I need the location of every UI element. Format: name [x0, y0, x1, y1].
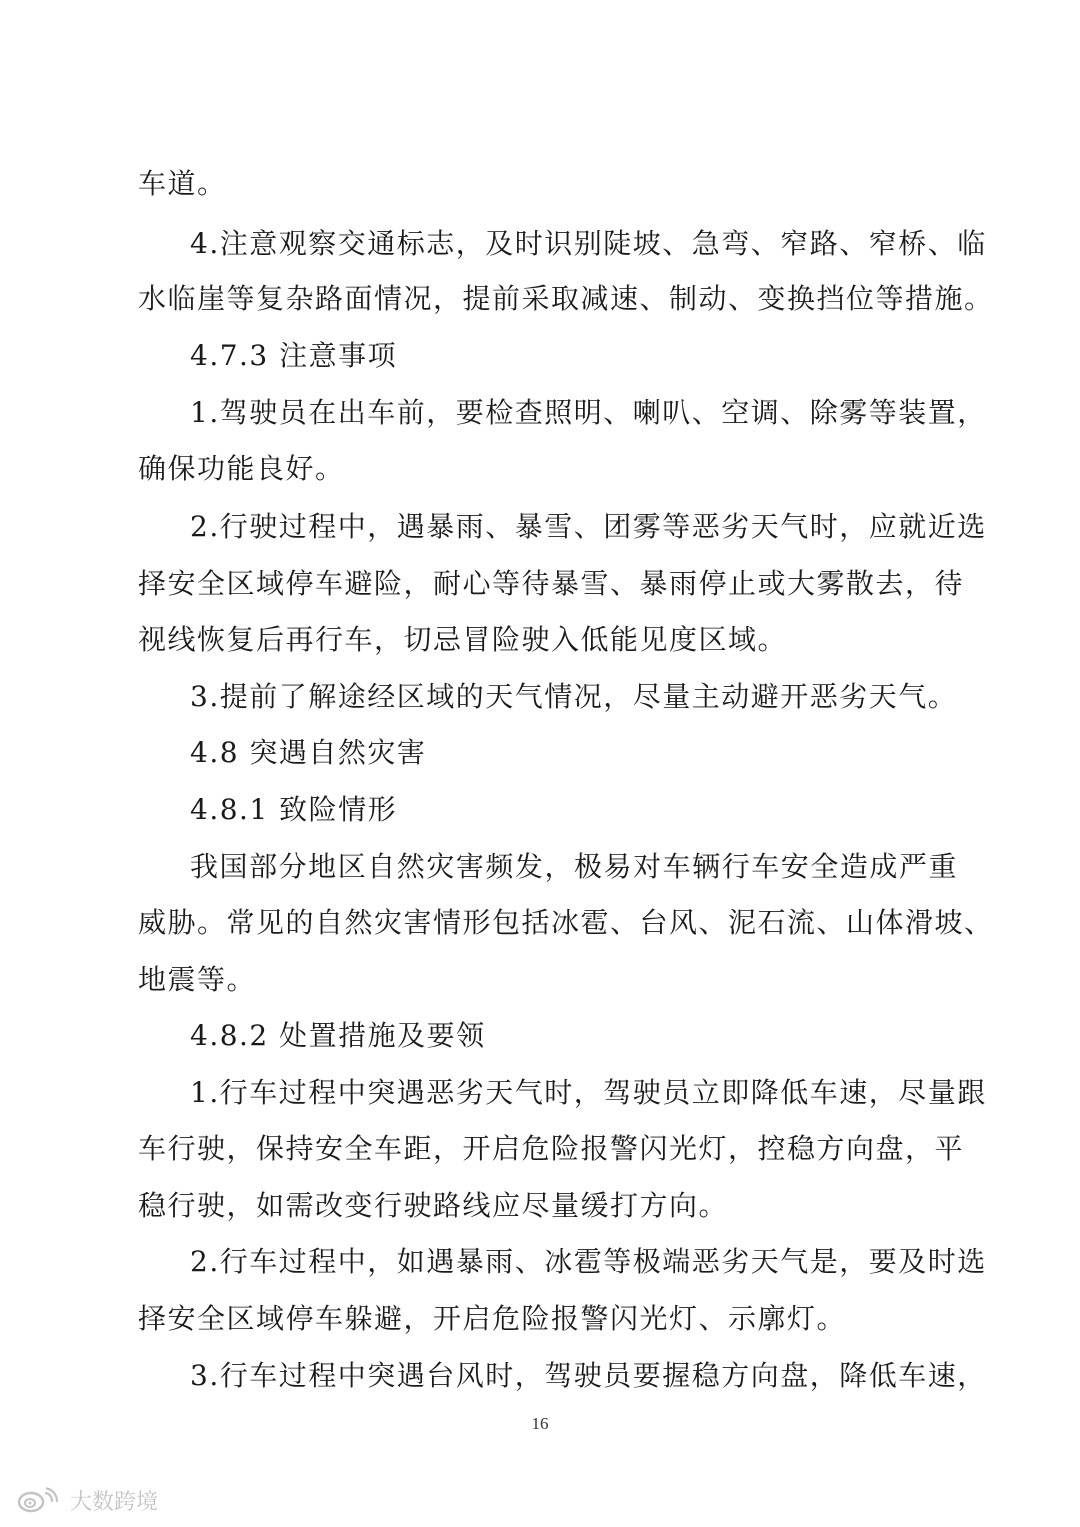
text-line: 4.注意观察交通标志，及时识别陡坡、急弯、窄路、窄桥、临	[190, 227, 987, 260]
watermark	[16, 1485, 158, 1515]
section-heading: 4.8.1 致险情形	[190, 793, 398, 826]
text-line: 2.行车过程中，如遇暴雨、冰雹等极端恶劣天气是，要及时选	[190, 1245, 987, 1278]
section-heading: 4.7.3 注意事项	[190, 339, 398, 372]
text-line: 车道。	[138, 167, 227, 200]
text-line: 车行驶，保持安全车距，开启危险报警闪光灯，控稳方向盘，平	[138, 1132, 965, 1165]
text-line: 择安全区域停车避险，耐心等待暴雪、暴雨停止或大雾散去，待	[138, 567, 965, 600]
section-heading: 4.8 突遇自然灾害	[190, 736, 427, 769]
text-line: 水临崖等复杂路面情况，提前采取减速、制动、变换挡位等措施。	[138, 282, 994, 315]
section-heading: 4.8.2 处置措施及要领	[190, 1019, 486, 1052]
text-line: 确保功能良好。	[138, 452, 345, 485]
page-number: 16	[531, 1414, 549, 1433]
text-line: 威胁。常见的自然灾害情形包括冰雹、台风、泥石流、山体滑坡、	[138, 906, 994, 939]
text-line: 2.行驶过程中，遇暴雨、暴雪、团雾等恶劣天气时，应就近选	[190, 510, 987, 543]
watermark-text: 大数跨境	[70, 1489, 159, 1515]
text-line: 我国部分地区自然灾害频发，极易对车辆行车安全造成严重	[190, 850, 958, 883]
text-line: 3.提前了解途经区域的天气情况，尽量主动避开恶劣天气。	[190, 680, 958, 713]
text-line: 视线恢复后再行车，切忌冒险驶入低能见度区域。	[138, 623, 788, 656]
text-line: 地震等。	[138, 963, 257, 996]
text-line: 稳行驶，如需改变行驶路线应尽量缓打方向。	[138, 1189, 729, 1222]
text-line: 1.驾驶员在出车前，要检查照明、喇叭、空调、除雾等装置，	[190, 396, 987, 429]
text-line: 择安全区域停车躲避，开启危险报警闪光灯、示廓灯。	[138, 1302, 847, 1335]
weibo-logo-icon	[16, 1487, 64, 1513]
text-line: 3.行车过程中突遇台风时，驾驶员要握稳方向盘，降低车速，	[190, 1359, 987, 1392]
text-line: 1.行车过程中突遇恶劣天气时，驾驶员立即降低车速，尽量跟	[190, 1076, 987, 1109]
